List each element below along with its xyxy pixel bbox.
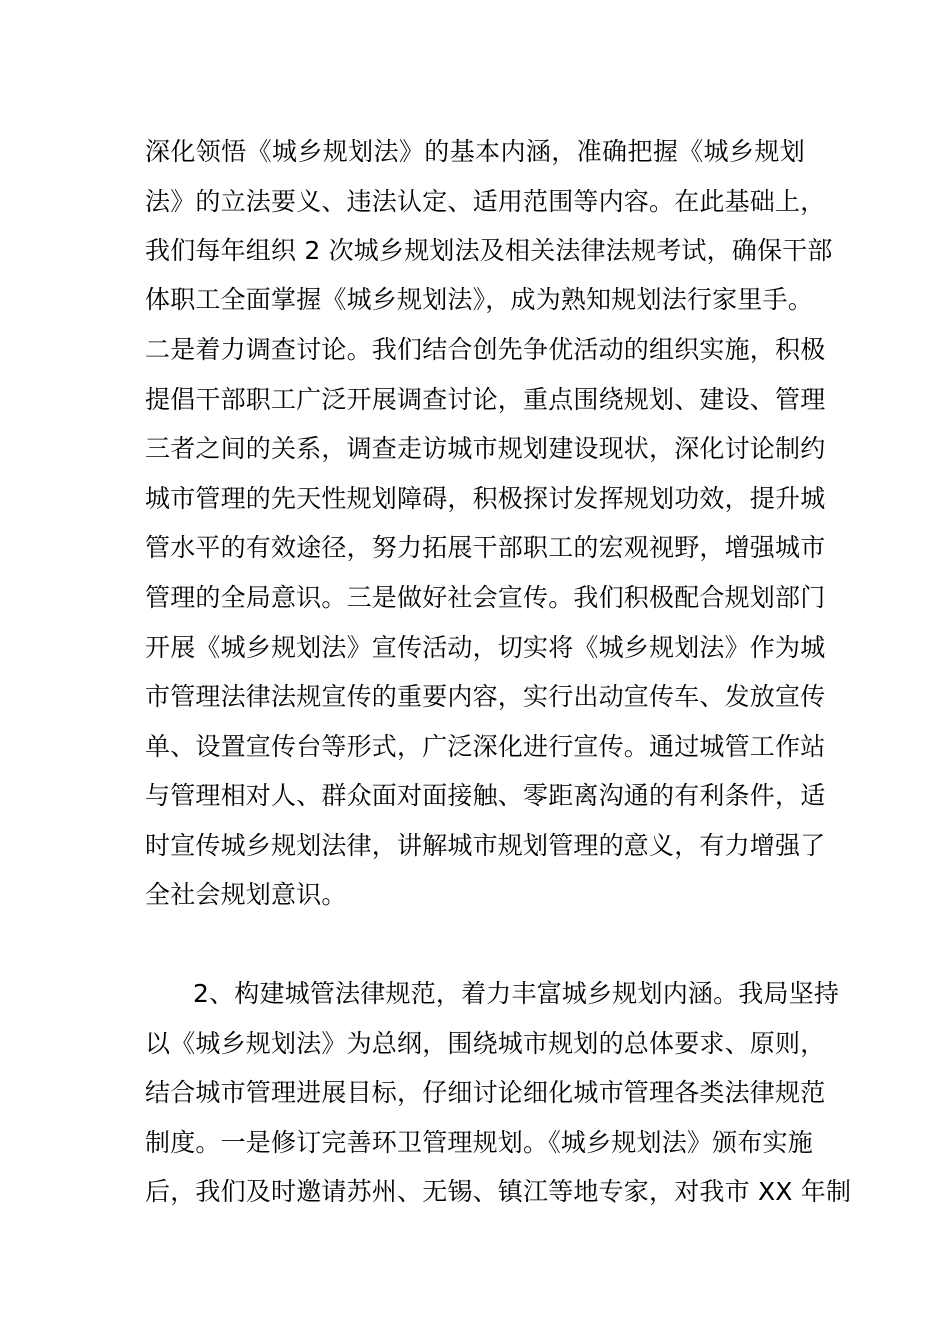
text-line: 体职工全面掌握《城乡规划法》，成为熟知规划法行家里手。 — [145, 285, 813, 314]
text-line: 制度。一是修订完善环卫管理规划。《城乡规划法》颁布实施 — [145, 1128, 813, 1157]
text-line: 全社会规划意识。 — [145, 880, 347, 909]
text-line: 管水平的有效途径，努力拓展干部职工的宏观视野，增强城市 — [145, 533, 826, 562]
text-line: 法》的立法要义、违法认定、适用范围等内容。在此基础上， — [145, 187, 826, 216]
text-line: 结合城市管理进展目标，仔细讨论细化城市管理各类法律规范 — [145, 1078, 826, 1107]
text-line: 与管理相对人、群众面对面接触、零距离沟通的有利条件，适 — [145, 781, 826, 810]
text-line: 我们每年组织 2 次城乡规划法及相关法律法规考试，确保干部 — [145, 236, 833, 265]
text-line: 以《城乡规划法》为总纲，围绕城市规划的总体要求、原则， — [145, 1029, 826, 1058]
text-line: 单、设置宣传台等形式，广泛深化进行宣传。通过城管工作站 — [145, 732, 826, 761]
text-line: 开展《城乡规划法》宣传活动，切实将《城乡规划法》作为城 — [145, 633, 826, 662]
text-line: 三者之间的关系，调查走访城市规划建设现状，深化讨论制约 — [145, 434, 826, 463]
text-line: 城市管理的先天性规划障碍，积极探讨发挥规划功效，提升城 — [145, 484, 826, 513]
text-line: 时宣传城乡规划法律，讲解城市规划管理的意义，有力增强了 — [145, 831, 826, 860]
text-line: 深化领悟《城乡规划法》的基本内涵，准确把握《城乡规划 — [145, 137, 805, 166]
text-line: 市管理法律法规宣传的重要内容，实行出动宣传车、发放宣传 — [145, 682, 826, 711]
text-line: 提倡干部职工广泛开展调查讨论，重点围绕规划、建设、管理 — [145, 385, 826, 414]
text-line: 2、构建城管法律规范，着力丰富城乡规划内涵。我局坚持 — [193, 979, 840, 1008]
text-line: 管理的全局意识。三是做好社会宣传。我们积极配合规划部门 — [145, 583, 826, 612]
text-line: 后，我们及时邀请苏州、无锡、镇江等地专家，对我市 XX 年制 — [145, 1177, 852, 1206]
text-line: 二是着力调查讨论。我们结合创先争优活动的组织实施，积极 — [145, 335, 826, 364]
